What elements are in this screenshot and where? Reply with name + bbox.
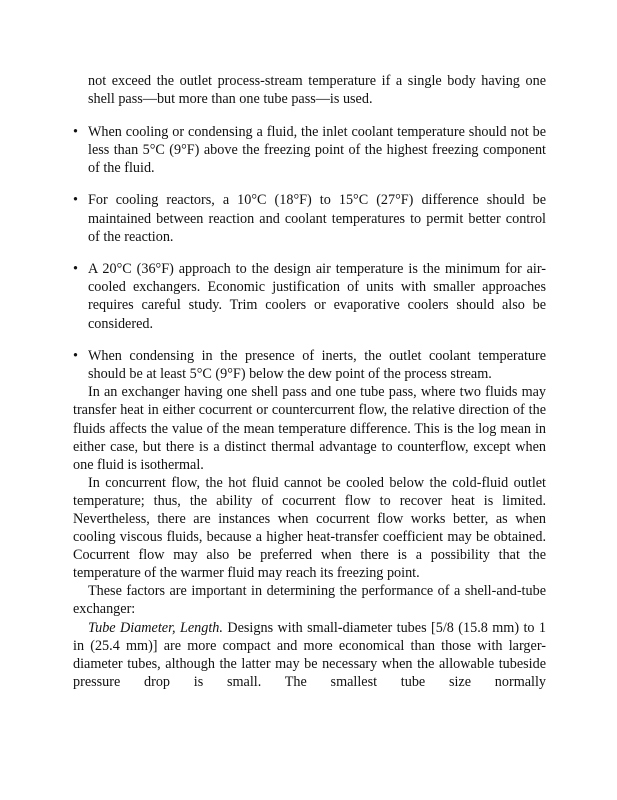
- bullet-text: When condensing in the presence of inerts, the outlet coolant temperature should be at least 5°C (9°F) below the dew point of the process stream.: [88, 348, 546, 383]
- document-page: [73, 72, 546, 691]
- bullet-item: [73, 347, 546, 383]
- bullet-marker: •: [73, 192, 78, 209]
- body-paragraph: In concurrent flow, the hot fluid cannot be cooled below the cold-fluid outlet temperature; thus, the ability of cocurrent flow to recover heat is limited. Nevertheless, there are instances when cocurrent flow works better, as when cooling viscous fluids, because a higher heat-transfer coefficient may be obtained. Cocurrent flow may also be preferred when there is a possibility that the temperature of the warmer fluid may reach its freezing point.: [73, 474, 546, 582]
- body-paragraph: These factors are important in determining the performance of a shell-and-tube exchanger:: [73, 583, 546, 618]
- run-in-heading: Tube Diameter, Length.: [88, 619, 223, 636]
- bullet-text: When cooling or condensing a fluid, the inlet coolant temperature should not be less than 5°C (9°F) above the freezing point of the highest freezing component of the fluid.: [88, 123, 546, 176]
- body-paragraph: In an exchanger having one shell pass and one tube pass, where two fluids may transfer heat in either cocurrent or countercurrent flow, the relative direction of the fluids affects the value of the mean temperature difference. This is the log mean in either case, but there is a distinct thermal advantage to counterflow, except when one fluid is isothermal.: [73, 384, 546, 473]
- bullet-text: For cooling reactors, a 10°C (18°F) to 15°C (27°F) difference should be maintained between reaction and coolant temperatures to permit better control of the reaction.: [88, 192, 546, 245]
- bullet-item: [73, 260, 546, 332]
- tube-diameter-paragraph: [73, 619, 546, 691]
- bullet-text: A 20°C (36°F) approach to the design air temperature is the minimum for air-cooled exchangers. Economic justification of units with smaller approaches requires careful study. Trim coolers or evaporative coolers should also be considered.: [88, 261, 546, 332]
- tube-diameter-text: Designs with small-diameter tubes [5/8 (15.8 mm) to 1 in (25.4 mm)] are more compact and more economical than those with larger-diameter tubes, although the latter may be necessary when the allowable tubeside pressure drop is small. The smallest tube size normally: [73, 619, 547, 690]
- bullet-marker: •: [73, 261, 78, 278]
- continuation-paragraph: not exceed the outlet process-stream temperature if a single body having one shell pass—but more than one tube pass—is used.: [88, 73, 546, 108]
- bullet-marker: •: [73, 348, 78, 365]
- bullet-marker: •: [73, 123, 78, 140]
- bullet-item: [73, 191, 546, 245]
- bullet-item: [73, 123, 546, 177]
